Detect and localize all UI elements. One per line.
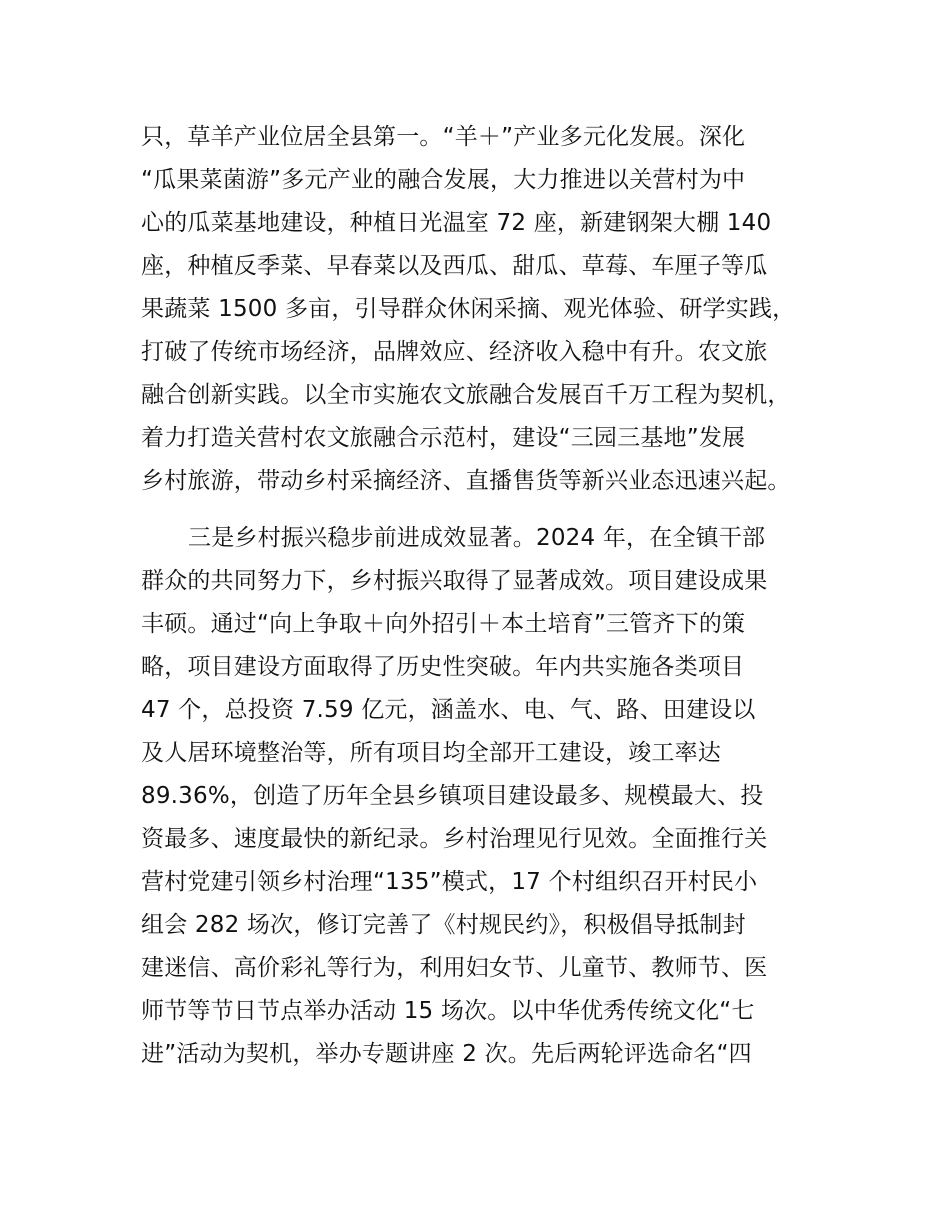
- text-line: 心的瓜菜基地建设，种植日光温室 72 座，新建钢架大棚 140: [141, 210, 772, 236]
- text-line: “瓜果菜菌游”多元产业的融合发展，大力推进以关营村为中: [141, 167, 746, 193]
- paragraph-start-line: 三是乡村振兴稳步前进成效显著。2024 年，在全镇干部: [188, 525, 766, 551]
- text-line: 果蔬菜 1500 多亩，引导群众休闲采摘、观光体验、研学实践，: [141, 296, 796, 322]
- text-line: 进”活动为契机，举办专题讲座 2 次。先后两轮评选命名“四: [141, 1041, 752, 1067]
- text-line: 座，种植反季菜、早春菜以及西瓜、甜瓜、草莓、车厘子等瓜: [141, 253, 768, 279]
- text-line: 89.36%，创造了历年全县乡镇项目建设最多、规模最大、投: [141, 783, 764, 809]
- text-line: 乡村旅游，带动乡村采摘经济、直播售货等新兴业态迅速兴起。: [141, 468, 791, 494]
- text-line: 只，草羊产业位居全县第一。“羊＋”产业多元化发展。深化: [141, 124, 746, 150]
- text-line: 着力打造关营村农文旅融合示范村，建设“三园三基地”发展: [141, 425, 746, 451]
- text-line: 组会 282 场次，修订完善了《村规民约》，积极倡导抵制封: [141, 912, 746, 938]
- text-line: 丰硕。通过“向上争取＋向外招引＋本土培育”三管齐下的策: [141, 611, 746, 637]
- text-line: 47 个，总投资 7.59 亿元，涵盖水、电、气、路、田建设以: [141, 697, 756, 723]
- text-line: 建迷信、高价彩礼等行为，利用妇女节、儿童节、教师节、医: [141, 955, 768, 981]
- text-line: 群众的共同努力下，乡村振兴取得了显著成效。项目建设成果: [141, 568, 768, 594]
- text-line: 资最多、速度最快的新纪录。乡村治理见行见效。全面推行关: [141, 826, 768, 852]
- text-line: 师节等节日节点举办活动 15 场次。以中华优秀传统文化“七: [141, 998, 755, 1024]
- text-line: 及人居环境整治等，所有项目均全部开工建设，竣工率达: [141, 740, 721, 766]
- text-line: 融合创新实践。以全市实施农文旅融合发展百千万工程为契机，: [141, 382, 791, 408]
- text-line: 打破了传统市场经济，品牌效应、经济收入稳中有升。农文旅: [141, 339, 768, 365]
- text-line: 略，项目建设方面取得了历史性突破。年内共实施各类项目: [141, 654, 745, 680]
- text-line: 营村党建引领乡村治理“135”模式，17 个村组织召开村民小: [141, 869, 758, 895]
